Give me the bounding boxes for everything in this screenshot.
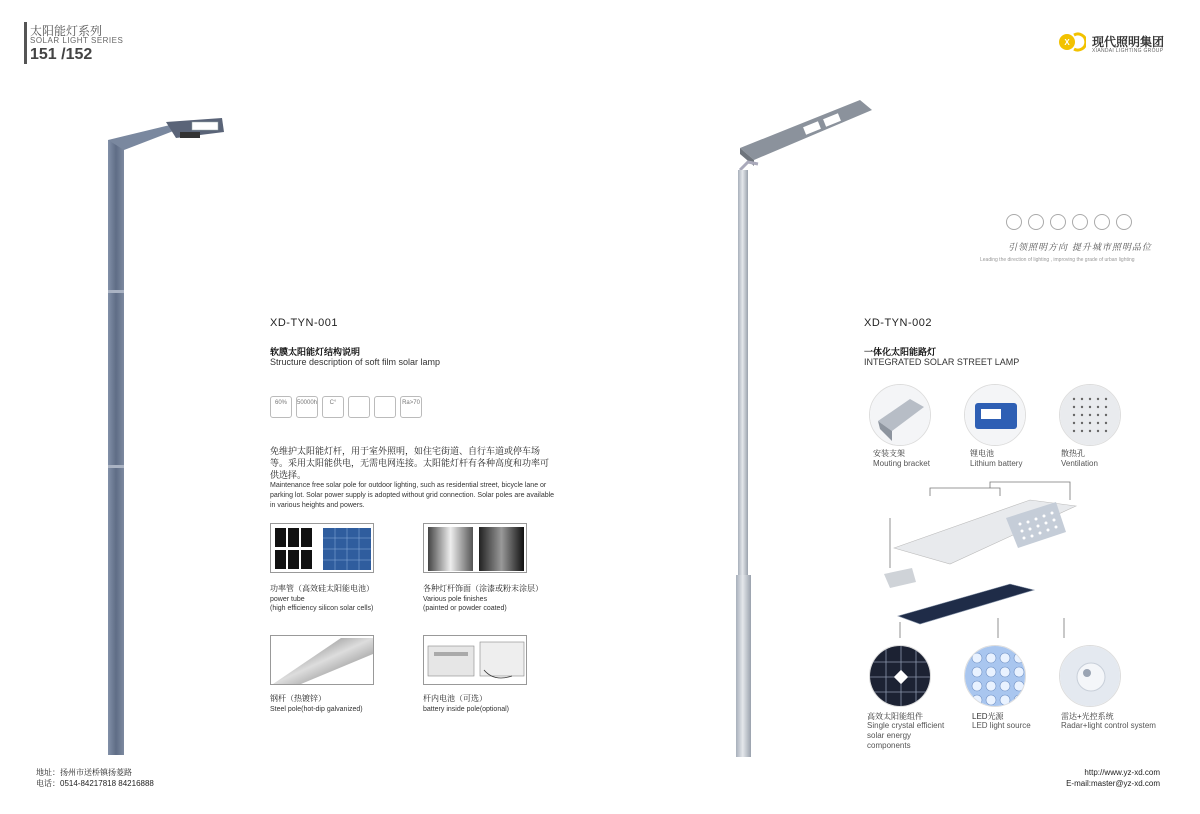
feature4-caption-cn: 杆内电池（可选）	[423, 694, 487, 703]
feature3-caption-cn: 钢杆（热镀锌）	[270, 694, 326, 703]
product1-description-cn: 免维护太阳能灯杆，用于室外照明，如住宅街道、自行车道或停车场等。采用太阳能供电，无需电网连接。太阳能灯杆有各种高度和功率可供选择。	[270, 446, 550, 480]
brand-name-cn: 现代照明集团	[1092, 35, 1165, 49]
part-solar-label-cn: 高效太阳能组件	[867, 712, 923, 721]
part-battery-label-en: Lithium battery	[970, 459, 1023, 468]
part-ventilation-label-en: Ventilation	[1061, 459, 1098, 468]
feature2-caption-en: Various pole finishes	[423, 596, 488, 603]
footer-contact	[36, 767, 154, 789]
cert-badge-icon	[1094, 214, 1110, 230]
pole-finish-image	[423, 523, 527, 573]
battery-image	[423, 635, 527, 685]
part-solar-label-en-1: Single crystal efficient	[867, 721, 945, 730]
eco-spec-icon	[374, 396, 396, 418]
page-number: 151 /152	[30, 46, 93, 63]
feature2-caption-en-2: (painted or powder coated)	[423, 605, 507, 612]
part-solar-label-en-2: solar energy	[867, 731, 912, 740]
lithium-battery-image	[964, 384, 1026, 446]
header-divider	[24, 22, 27, 64]
part-led-label-cn: LED光源	[972, 712, 1004, 721]
steel-pole-image	[270, 635, 374, 685]
custom-spec-icon	[348, 396, 370, 418]
part-ventilation-label-cn: 散热孔	[1061, 449, 1085, 458]
mounting-bracket-image	[869, 384, 931, 446]
lifespan-spec-icon: 50000h	[296, 396, 318, 418]
footer-website-link[interactable]: http://www.yz-xd.com	[1084, 768, 1160, 777]
feature1-caption-en: power tube	[270, 596, 305, 603]
solar-module-image	[869, 645, 931, 707]
part-led-label-en: LED light source	[972, 721, 1031, 730]
feature3-caption-en: Steel pole(hot-dip galvanized)	[270, 706, 363, 713]
brand-logo-icon	[1058, 32, 1086, 52]
product1-title-cn: 软膜太阳能灯结构说明	[270, 347, 361, 357]
solar-cell-image	[270, 523, 374, 573]
temperature-spec-icon: C°	[322, 396, 344, 418]
feature1-caption-en-2: (high efficiency silicon solar cells)	[270, 605, 374, 612]
part-bracket-label-cn: 安装支架	[873, 449, 905, 458]
cert-badge-icon	[1050, 214, 1066, 230]
footer-phone: 电话：0514-84217818 84216888	[36, 779, 154, 788]
led-source-image	[964, 645, 1026, 707]
cert-badge-icon	[1028, 214, 1044, 230]
solar-pole-illustration-1	[100, 110, 230, 760]
footer-email-link[interactable]: E-mail:master@yz-xd.com	[1066, 779, 1160, 788]
part-solar-label-en-3: components	[867, 741, 911, 750]
footer-address: 地址：扬州市送桥镇扬菱路	[36, 768, 132, 777]
cert-badge-icon	[1072, 214, 1088, 230]
radar-sensor-image	[1059, 645, 1121, 707]
product2-title-cn: 一体化太阳能路灯	[864, 347, 937, 357]
integrated-lamp-exploded-view	[880, 478, 1100, 658]
brand-name-en: XIANDAI LIGHTING GROUP	[1092, 48, 1164, 54]
part-bracket-label-en: Mouting bracket	[873, 459, 930, 468]
feature1-caption-cn: 功率管（高效硅太阳能电池）	[270, 584, 374, 593]
cert-badge-icon	[1116, 214, 1132, 230]
part-radar-label-cn: 雷达+光控系统	[1061, 712, 1114, 721]
spec-icon-row	[270, 396, 422, 418]
slogan-cn: 引领照明方向 提升城市照明品位	[1008, 243, 1152, 253]
feature4-caption-en: battery inside pole(optional)	[423, 706, 509, 713]
footer-web	[1040, 767, 1160, 789]
efficiency-spec-icon: 60%	[270, 396, 292, 418]
svg-text:X: X	[1064, 38, 1070, 47]
cri-spec-icon: Ra>70	[400, 396, 422, 418]
feature2-caption-cn: 各种灯杆饰面（涂漆或粉末涂层）	[423, 584, 543, 593]
product1-title-en: Structure description of soft film solar lamp	[270, 357, 441, 367]
certification-row	[1006, 214, 1132, 230]
cert-badge-icon	[1006, 214, 1022, 230]
solar-pole-illustration-2	[730, 100, 880, 760]
product1-model: XD-TYN-001	[270, 317, 338, 329]
product1-description-en: Maintenance free solar pole for outdoor lighting, such as residential street, bicycle lane or parking lot. Solar power supply is adopted without grid connection. Solar poles are available in various heights and powers.	[270, 482, 555, 509]
ventilation-image	[1059, 384, 1121, 446]
product2-title-en: INTEGRATED SOLAR STREET LAMP	[864, 357, 1020, 367]
product2-model: XD-TYN-002	[864, 317, 932, 329]
series-title-en: SOLAR LIGHT SERIES	[30, 36, 124, 45]
part-radar-label-en: Radar+light control system	[1061, 721, 1156, 730]
slogan-en: Leading the direction of lighting , improving the grade of urban lighting	[980, 257, 1135, 263]
part-battery-label-cn: 锂电池	[970, 449, 994, 458]
series-title-cn: 太阳能灯系列	[30, 24, 103, 38]
